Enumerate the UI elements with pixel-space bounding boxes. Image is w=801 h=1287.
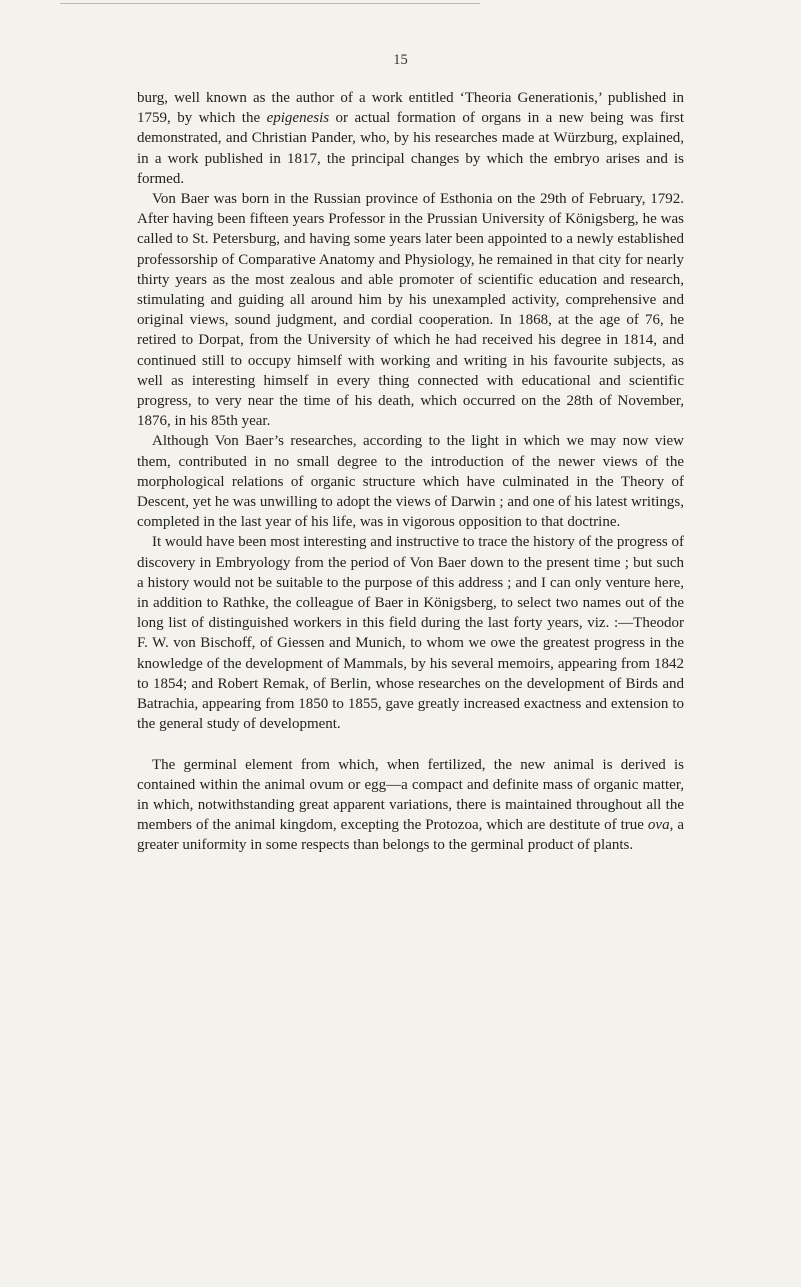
para-1-italic-epigenesis: epigenesis xyxy=(266,110,330,127)
paragraph-4 xyxy=(137,532,684,734)
para-3-text: Although Von Baer’s researches, according to the light in which we may now view them, contributed in no small degree to the introduction of the newer views of the morphological relations of organic structure which have culminated in the Theory of Descent, yet he was unwilling to adopt the views of Darwin ; and one of his latest writings, completed in the last year of his life, was in vigorous opposition to that doctrine. xyxy=(137,433,684,531)
top-edge-rule xyxy=(60,3,480,4)
paragraph-3 xyxy=(137,431,684,532)
para-5-text-b: , a greater uniformity in some respects than belongs to the germinal product of plants. xyxy=(137,817,684,854)
paragraph-5 xyxy=(137,755,684,856)
para-1-text-a: burg, well known as the author of a work entitled ‘Theoria Generationis,’ published in 1759, by which the xyxy=(137,90,684,127)
page-number: 15 xyxy=(393,52,408,68)
para-5-text-a: The germinal element from which, when fertilized, the new animal is derived is contained within the animal ovum or egg—a compact and definite mass of organic matter, in which, notwithstanding great apparent variations, there is maintained throughout all the members of the animal kingdom, excepting the Protozoa, which are destitute of true xyxy=(137,756,684,834)
body-text xyxy=(137,88,684,856)
para-2-text: Von Baer was born in the Russian province of Esthonia on the 29th of February, 1792. After having been fifteen years Professor in the Prussian University of Königsberg, he was called to St. Petersburg, and having some years later been appointed to a newly established professorship of Comparative Anatomy and Physiology, he remained in that city for nearly thirty years as the most zealous and able promoter of scientific education and research, stimulating and guiding all around him by his unexampled activity, comprehensive and original views, sound judgment, and cordial cooperation. In 1868, at the age of 76, he retired to Dorpat, from the University of which he had received his degree in 1814, and continued still to occupy himself with working and writing in his favourite subjects, as well as interesting himself in every thing connected with educational and scientific progress, to very near the time of his death, which occurred on the 28th of November, 1876, in his 85th year. xyxy=(137,191,684,430)
paragraph-1 xyxy=(137,88,684,189)
para-1-text-b: or actual formation of organs in a new being was first demonstrated, and Christian Pander, who, by his researches made at Würzburg, explained, in a work published in 1817, the principal changes by which the embryo arises and is formed. xyxy=(137,110,684,187)
paragraph-2 xyxy=(137,189,684,431)
para-4-text: It would have been most interesting and instructive to trace the history of the progress of discovery in Embryology from the period of Von Baer down to the present time ; but such a history would not be suitable to the purpose of this address ; and I can only venture here, in addition to Rathke, the colleague of Baer in Königsberg, to select two names out of the long list of distinguished workers in this field during the last forty years, viz. :—Theodor F. W. von Bischoff, of Giessen and Munich, to whom we owe the greatest progress in the knowledge of the development of Mammals, by his several memoirs, appearing from 1842 to 1854; and Robert Remak, of Berlin, whose researches on the development of Birds and Batrachia, appearing from 1850 to 1855, gave greatly increased exactness and extension to the general study of development. xyxy=(137,534,684,733)
para-5-italic-ova: ova xyxy=(647,817,670,834)
